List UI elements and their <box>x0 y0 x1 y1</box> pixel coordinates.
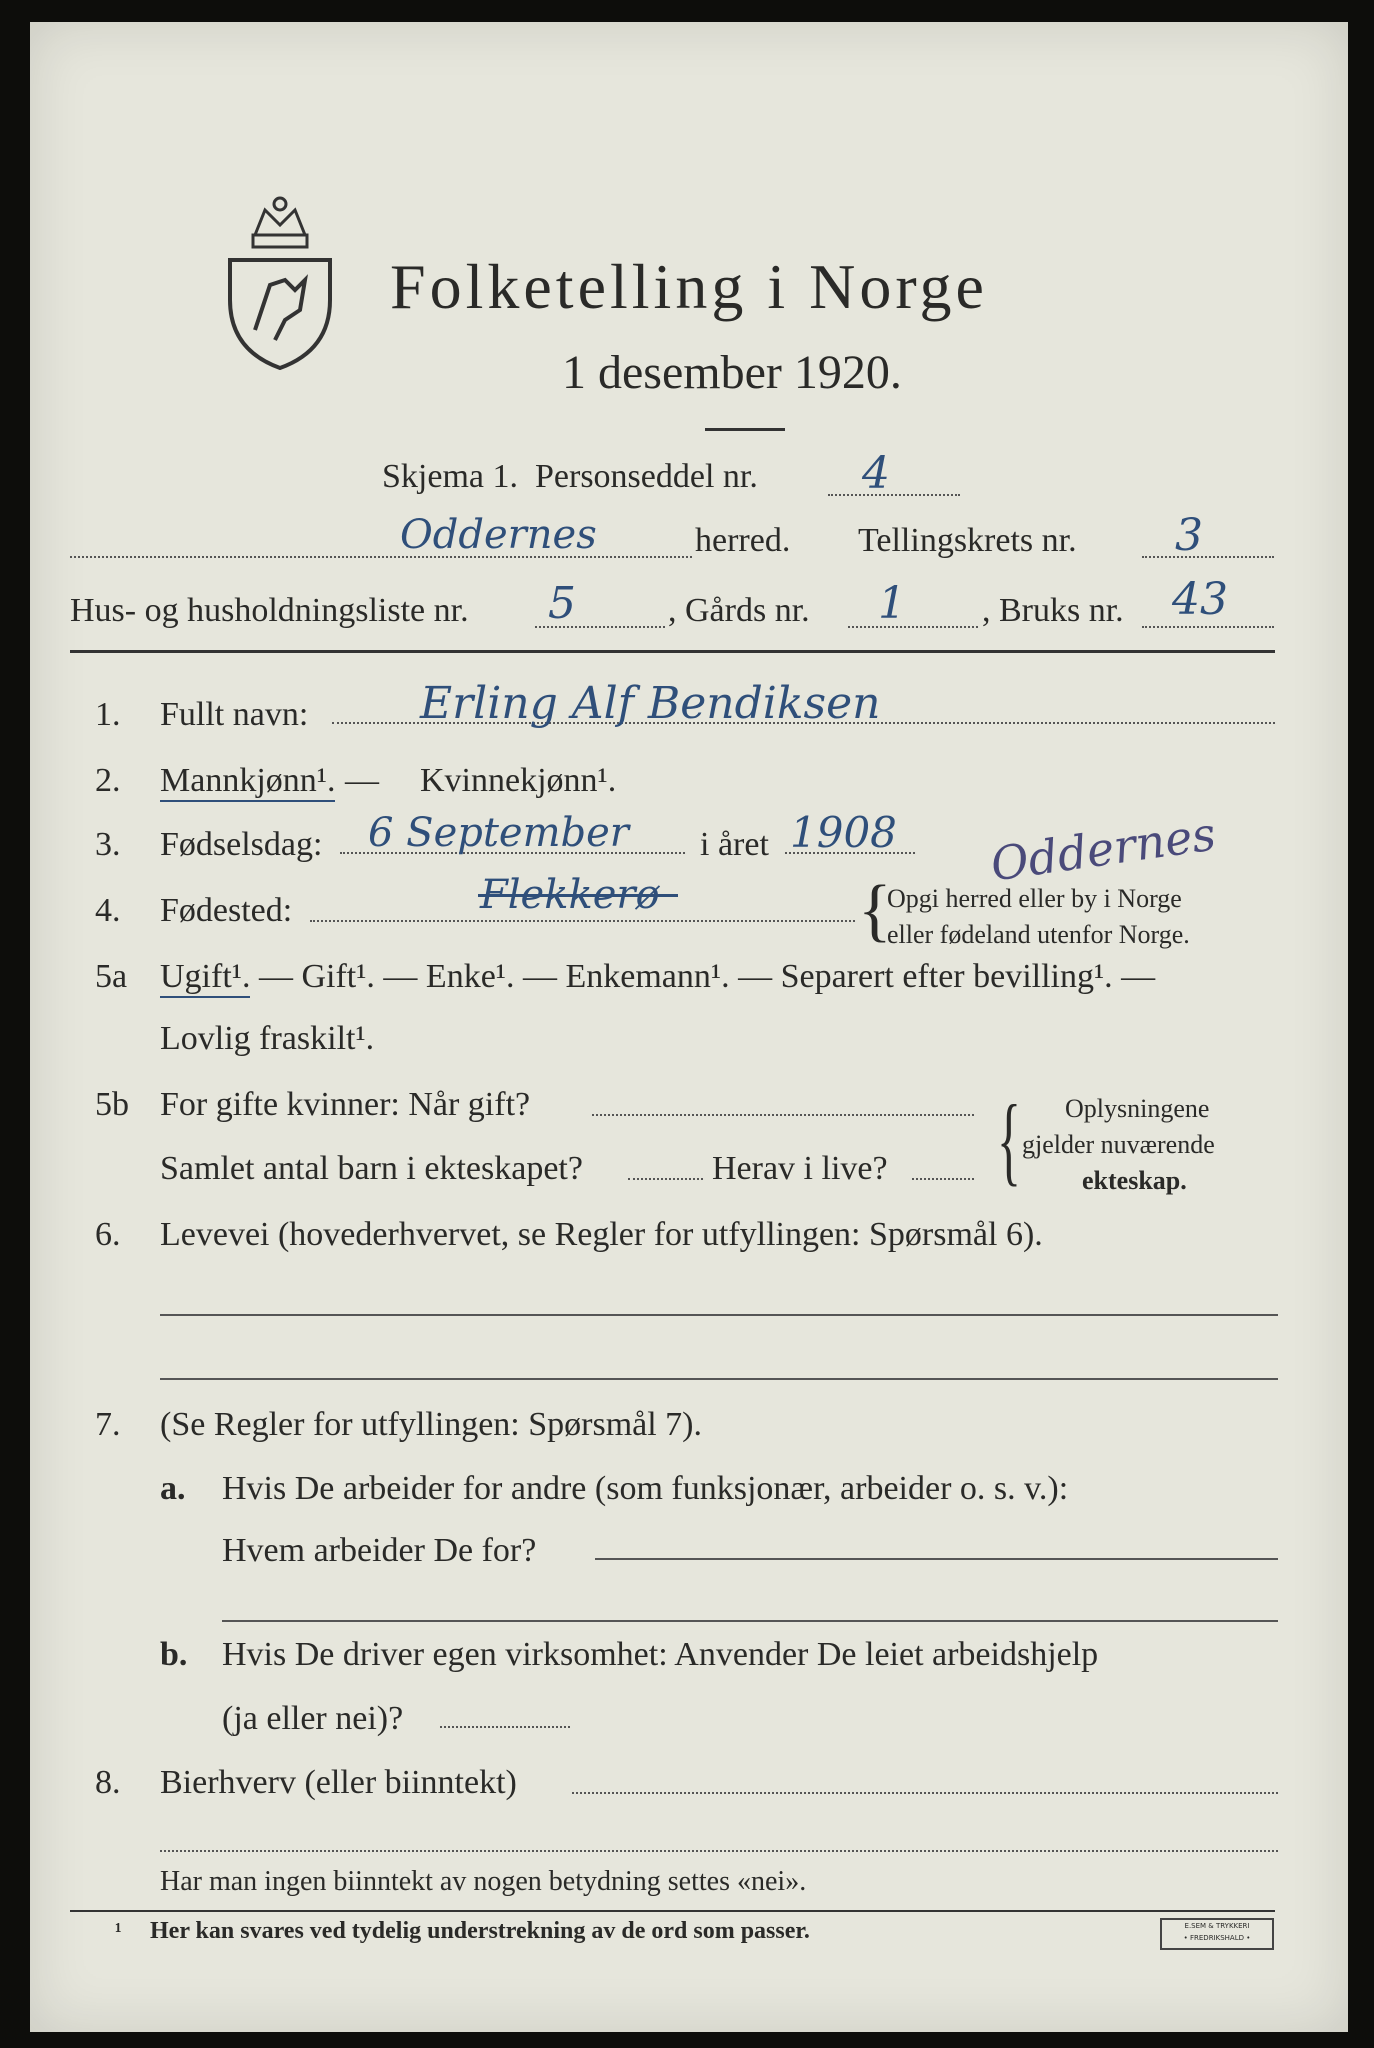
female-option[interactable]: Kvinnekjønn¹. <box>420 762 617 799</box>
q3-label: Fødselsdag: <box>160 826 323 863</box>
children-field[interactable] <box>628 1178 703 1180</box>
divorced-option[interactable]: Lovlig fraskilt¹. <box>160 1020 375 1057</box>
footnote-divider <box>70 1910 1275 1912</box>
q7b-number: b. <box>160 1636 188 1673</box>
q8-number: 8. <box>95 1764 121 1801</box>
q1-label: Fullt navn: <box>160 696 309 733</box>
year-label: i året <box>700 826 769 863</box>
birthdate-value: 6 September <box>368 810 629 856</box>
herred-value: Oddernes <box>400 512 597 558</box>
q4-brace: { <box>858 872 892 949</box>
q1-number: 1. <box>95 696 121 733</box>
q5b-note3: ekteskap. <box>1082 1166 1187 1195</box>
q3-number: 3. <box>95 826 121 863</box>
skjema-label: Skjema 1. <box>382 458 518 495</box>
male-option[interactable]: Mannkjønn¹. <box>160 762 335 802</box>
children-label: Samlet antal barn i ekteskapet? <box>160 1150 583 1187</box>
q5b-note2: gjelder nuværende <box>1022 1130 1215 1159</box>
full-name-value: Erling Alf Bendiksen <box>420 678 881 729</box>
q4-note-line2: eller fødeland utenfor Norge. <box>887 920 1190 949</box>
gender-separator: — <box>345 762 379 799</box>
q6-number: 6. <box>95 1216 121 1253</box>
bruks-field[interactable] <box>1142 626 1274 628</box>
q2-number: 2. <box>95 762 121 799</box>
q7a-line1: Hvis De arbeider for andre (som funksjonær, arbeider o. s. v.): <box>222 1470 1069 1507</box>
employer-field[interactable] <box>595 1558 1278 1560</box>
bruks-value: 43 <box>1172 574 1228 625</box>
gards-value: 1 <box>878 578 906 629</box>
q5a-number: 5a <box>95 958 128 995</box>
bruks-label: , Bruks nr. <box>982 592 1124 629</box>
hus-value: 5 <box>548 578 576 629</box>
q7b-line2: (ja eller nei)? <box>222 1700 404 1737</box>
birth-year-value: 1908 <box>790 808 897 857</box>
q7b-line1: Hvis De driver egen virksomhet: Anvender De leiet arbeidshjelp <box>222 1636 1099 1673</box>
q4-label: Fødested: <box>160 892 293 929</box>
gards-field[interactable] <box>848 626 978 628</box>
occupation-line-1[interactable] <box>160 1314 1278 1316</box>
header-divider <box>70 650 1275 653</box>
side-income-line-2[interactable] <box>160 1850 1278 1852</box>
hired-help-field[interactable] <box>440 1726 570 1728</box>
q4-number: 4. <box>95 892 121 929</box>
birthplace-field[interactable] <box>310 920 855 922</box>
married-when-label: For gifte kvinner: Når gift? <box>160 1086 531 1123</box>
q8-note: Har man ingen biinntekt av nogen betydning settes «nei». <box>160 1866 807 1897</box>
q6-label: Levevei (hovederhvervet, se Regler for utfyllingen: Spørsmål 6). <box>160 1216 1043 1253</box>
q5b-number: 5b <box>95 1086 129 1123</box>
marital-status-options[interactable]: Ugift¹. — Gift¹. — Enke¹. — Enkemann¹. — Separert efter bevilling¹. — <box>160 958 1156 995</box>
margin-note: Oddernes <box>987 806 1219 892</box>
gards-label: , Gårds nr. <box>668 592 810 629</box>
personseddel-label: Personseddel nr. <box>535 458 758 495</box>
herred-field[interactable] <box>70 556 692 558</box>
printer-stamp-line1: E.SEM & TRYKKERI <box>1184 1922 1250 1930</box>
herred-label: herred. <box>695 522 791 559</box>
coat-of-arms-icon <box>225 190 335 370</box>
personseddel-value: 4 <box>862 448 890 499</box>
q8-label: Bierhverv (eller biinntekt) <box>160 1764 517 1801</box>
personseddel-field[interactable] <box>828 494 960 496</box>
q7a-number: a. <box>160 1470 186 1507</box>
q7-label: (Se Regler for utfyllingen: Spørsmål 7). <box>160 1406 703 1443</box>
alive-label: Herav i live? <box>712 1150 888 1187</box>
side-income-field[interactable] <box>572 1792 1278 1794</box>
printer-stamp-line2: • FREDRIKSHALD • <box>1183 1934 1251 1942</box>
tellingskrets-value: 3 <box>1175 510 1203 561</box>
employer-line-2[interactable] <box>222 1620 1278 1622</box>
q7-number: 7. <box>95 1406 121 1443</box>
title-divider <box>705 428 785 431</box>
hus-label: Hus- og husholdningsliste nr. <box>70 592 469 629</box>
footnote-mark: ¹ <box>115 1918 122 1943</box>
q7a-line2: Hvem arbeider De for? <box>222 1532 537 1569</box>
form-date: 1 desember 1920. <box>562 346 902 399</box>
printer-stamp <box>1160 1918 1274 1950</box>
q4-note-line1: Opgi herred eller by i Norge <box>887 884 1182 913</box>
tellingskrets-field[interactable] <box>1142 556 1274 558</box>
tellingskrets-label: Tellingskrets nr. <box>858 522 1077 559</box>
form-title: Folketelling i Norge <box>390 251 988 322</box>
occupation-line-2[interactable] <box>160 1378 1278 1380</box>
birthplace-value: Flekkerø <box>480 872 660 918</box>
married-when-field[interactable] <box>592 1114 974 1116</box>
alive-field[interactable] <box>912 1178 974 1180</box>
birthplace-strike <box>478 894 678 897</box>
q5b-brace: { <box>997 1084 1021 1195</box>
footnote-text: Her kan svares ved tydelig understrekning av de ord som passer. <box>150 1918 810 1944</box>
ugift-underline <box>160 996 250 998</box>
q5b-note1: Oplysningene <box>1065 1094 1210 1123</box>
